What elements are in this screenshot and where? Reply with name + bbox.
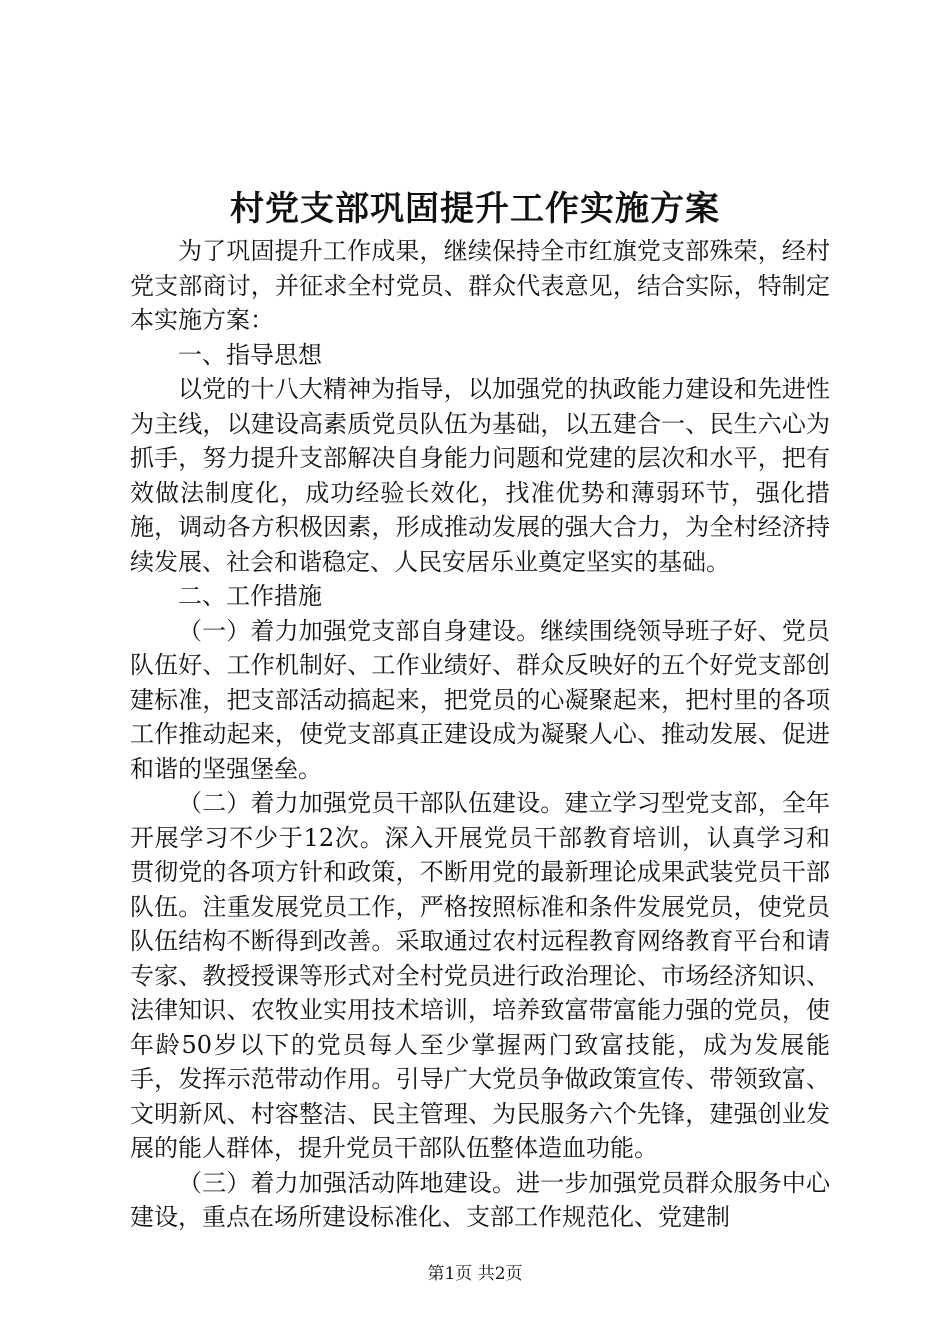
guiding-ideology-paragraph: 以党的十八大精神为指导，以加强党的执政能力建设和先进性为主线，以建设高素质党员队伍为基础，以五建合一、民生六心为抓手，努力提升支部解决自身能力问题和党建的层次和水平，把有效做法制度化，成功经验长效化，找准优势和薄弱环节，强化措施，调动各方积极因素，形成推动发展的强大合力，为全村经济持续发展、社会和谐稳定、人民安居乐业奠定坚实的基础。	[130, 375, 830, 576]
page-number-footer: 第1页 共2页	[427, 1264, 523, 1284]
document-body	[130, 234, 830, 1235]
section-heading-guiding-ideology: 一、指导思想	[178, 340, 322, 369]
intro-paragraph: 为了巩固提升工作成果，继续保持全市红旗党支部殊荣，经村党支部商讨，并征求全村党员、群众代表意见，结合实际，特制定本实施方案：	[130, 237, 830, 334]
measure-1-paragraph: （一）着力加强党支部自身建设。继续围绕领导班子好、党员队伍好、工作机制好、工作业绩好、群众反映好的五个好党支部创建标准，把支部活动搞起来，把党员的心凝聚起来，把村里的各项工作推动起来，使党支部真正建设成为凝聚人心、推动发展、促进和谐的坚强堡垒。	[130, 616, 830, 783]
measure-2-paragraph: （二）着力加强党员干部队伍建设。建立学习型党支部，全年开展学习不少于12次。深入开展党员干部教育培训，认真学习和贯彻党的各项方针和政策，不断用党的最新理论成果武装党员干部队伍。注重发展党员工作，严格按照标准和条件发展党员，使党员队伍结构不断得到改善。采取通过农村远程教育网络教育平台和请专家、教授授课等形式对全村党员进行政治理论、市场经济知识、法律知识、农牧业实用技术培训，培养致富带富能力强的党员，使年龄50岁以下的党员每人至少掌握两门致富技能，成为发展能手，发挥示范带动作用。引导广大党员争做政策宣传、带领致富、文明新风、村容整洁、民主管理、为民服务六个先锋，建强创业发展的能人群体，提升党员干部队伍整体造血功能。	[130, 789, 830, 1162]
measure-3-paragraph: （三）着力加强活动阵地建设。进一步加强党员群众服务中心建设，重点在场所建设标准化、支部工作规范化、党建制	[130, 1168, 830, 1231]
section-heading-work-measures: 二、工作措施	[178, 582, 322, 610]
document-title: 村党支部巩固提升工作实施方案	[230, 189, 720, 229]
